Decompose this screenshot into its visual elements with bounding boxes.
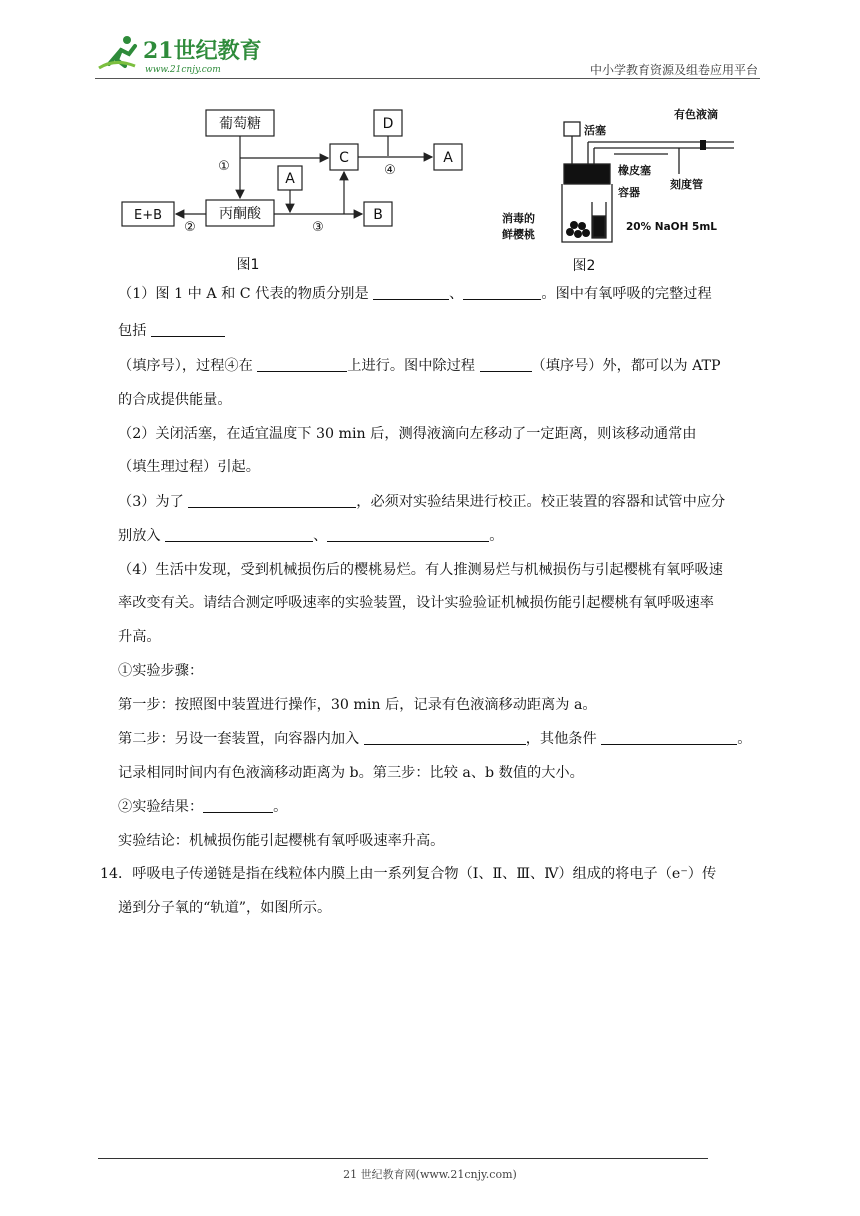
q4-step-1: 第一步：按照图中装置进行操作，30 min 后，记录有色液滴移动距离为 a。 (118, 697, 597, 713)
q4-step-3: 记录相同时间内有色液滴移动距离为 b。第三步：比较 a、b 数值的大小。 (118, 765, 584, 781)
logo-url: www.21cnjy.com (145, 65, 221, 75)
c-label: C (339, 150, 349, 166)
stopcock-icon (564, 122, 580, 136)
container-label: 容器 (618, 186, 640, 199)
cherries-label-1: 消毒的 (502, 212, 535, 225)
q4-result: ②实验结果： 。 (118, 799, 288, 815)
q4-line-3: 升高。 (118, 629, 161, 645)
answer-blank[interactable] (463, 285, 541, 300)
d-label: D (382, 116, 394, 132)
colored-droplet-icon (700, 140, 706, 150)
naoh-label: 20% NaOH 5mL (626, 221, 717, 233)
q1-line-3: （填序号），过程④在 上进行。图中除过程 （填序号）外，都可以为 ATP (118, 358, 721, 374)
page-header (95, 28, 760, 80)
eb-label: E+B (133, 208, 163, 223)
figure-1-caption: 图1 (236, 257, 260, 273)
answer-blank[interactable] (327, 527, 489, 542)
cherries-icon (566, 221, 590, 238)
q1-line-2: 包括 (118, 320, 225, 340)
site-logo (95, 28, 265, 78)
q2-line-1: （2）关闭活塞，在适宜温度下 30 min 后，测得液滴向左移动了一定距离，则该移动通常由 (118, 426, 697, 442)
stopper-label: 橡皮塞 (618, 164, 651, 177)
answer-blank[interactable] (364, 730, 526, 745)
logo-text: 21世纪教育 (143, 38, 262, 64)
answer-blank[interactable] (480, 357, 532, 372)
q2-line-2: （填生理过程）引起。 (118, 459, 260, 475)
q14-line-2: 递到分子氧的“轨道”，如图所示。 (118, 900, 332, 916)
step-2-label: ② (184, 220, 196, 235)
site-tagline: 中小学教育资源及组卷应用平台 (589, 63, 758, 77)
header-divider (95, 78, 760, 79)
figure-1-diagram (118, 106, 478, 276)
glucose-label: 葡萄糖 (219, 116, 261, 132)
answer-blank[interactable] (257, 357, 347, 372)
q1-line-1: （1）图 1 中 A 和 C 代表的物质分别是 、 。图中有氧呼吸的完整过程 (118, 286, 712, 302)
runner-icon (99, 36, 135, 68)
step-4-label: ④ (384, 163, 396, 178)
droplet-label: 有色液滴 (674, 108, 718, 121)
q4-line-1: （4）生活中发现，受到机械损伤后的樱桃易烂。有人推测易烂与机械损伤与引起樱桃有氧呼吸速 (118, 562, 723, 578)
q4-step-2: 第二步：另设一套装置，向容器内加入 ，其他条件 。 (118, 731, 752, 747)
answer-blank[interactable] (373, 285, 449, 300)
figure-2-apparatus (494, 104, 744, 276)
footer-divider (98, 1158, 708, 1159)
question-number: 14． (100, 866, 133, 882)
q3-line-2: 别放入 、 。 (118, 528, 504, 544)
cherries-label-2: 鲜樱桃 (502, 228, 535, 241)
scale-tube-label: 刻度管 (670, 178, 703, 191)
step-3-label: ③ (312, 220, 324, 235)
figure-2-caption: 图2 (572, 258, 596, 274)
answer-blank[interactable] (151, 322, 225, 337)
stopcock-label: 活塞 (584, 124, 606, 137)
q14-line-1: 14．呼吸电子传递链是指在线粒体内膜上由一系列复合物（Ⅰ、Ⅱ、Ⅲ、Ⅳ）组成的将电子（e⁻）传 (100, 866, 717, 882)
q4-steps-heading: ①实验步骤： (118, 663, 204, 679)
answer-blank[interactable] (165, 527, 313, 542)
b-label: B (373, 207, 383, 223)
a-top-label: A (285, 171, 295, 187)
answer-blank[interactable] (188, 493, 356, 508)
step-1-label: ① (218, 159, 230, 174)
page-footer: 21 世纪教育网(www.21cnjy.com) (343, 1168, 517, 1181)
answer-blank[interactable] (203, 798, 273, 813)
pyruvate-label: 丙酮酸 (219, 206, 261, 222)
rubber-stopper (564, 164, 610, 184)
answer-blank[interactable] (601, 730, 737, 745)
q4-conclusion: 实验结论：机械损伤能引起樱桃有氧呼吸速率升高。 (118, 833, 445, 849)
q3-line-1: （3）为了 ，必须对实验结果进行校正。校正装置的容器和试管中应分 (118, 494, 726, 510)
a-right-label: A (443, 150, 453, 166)
q4-line-2: 率改变有关。请结合测定呼吸速率的实验装置，设计实验验证机械损伤能引起樱桃有氧呼吸速率 (118, 595, 714, 611)
q1-line-4: 的合成提供能量。 (118, 392, 232, 408)
